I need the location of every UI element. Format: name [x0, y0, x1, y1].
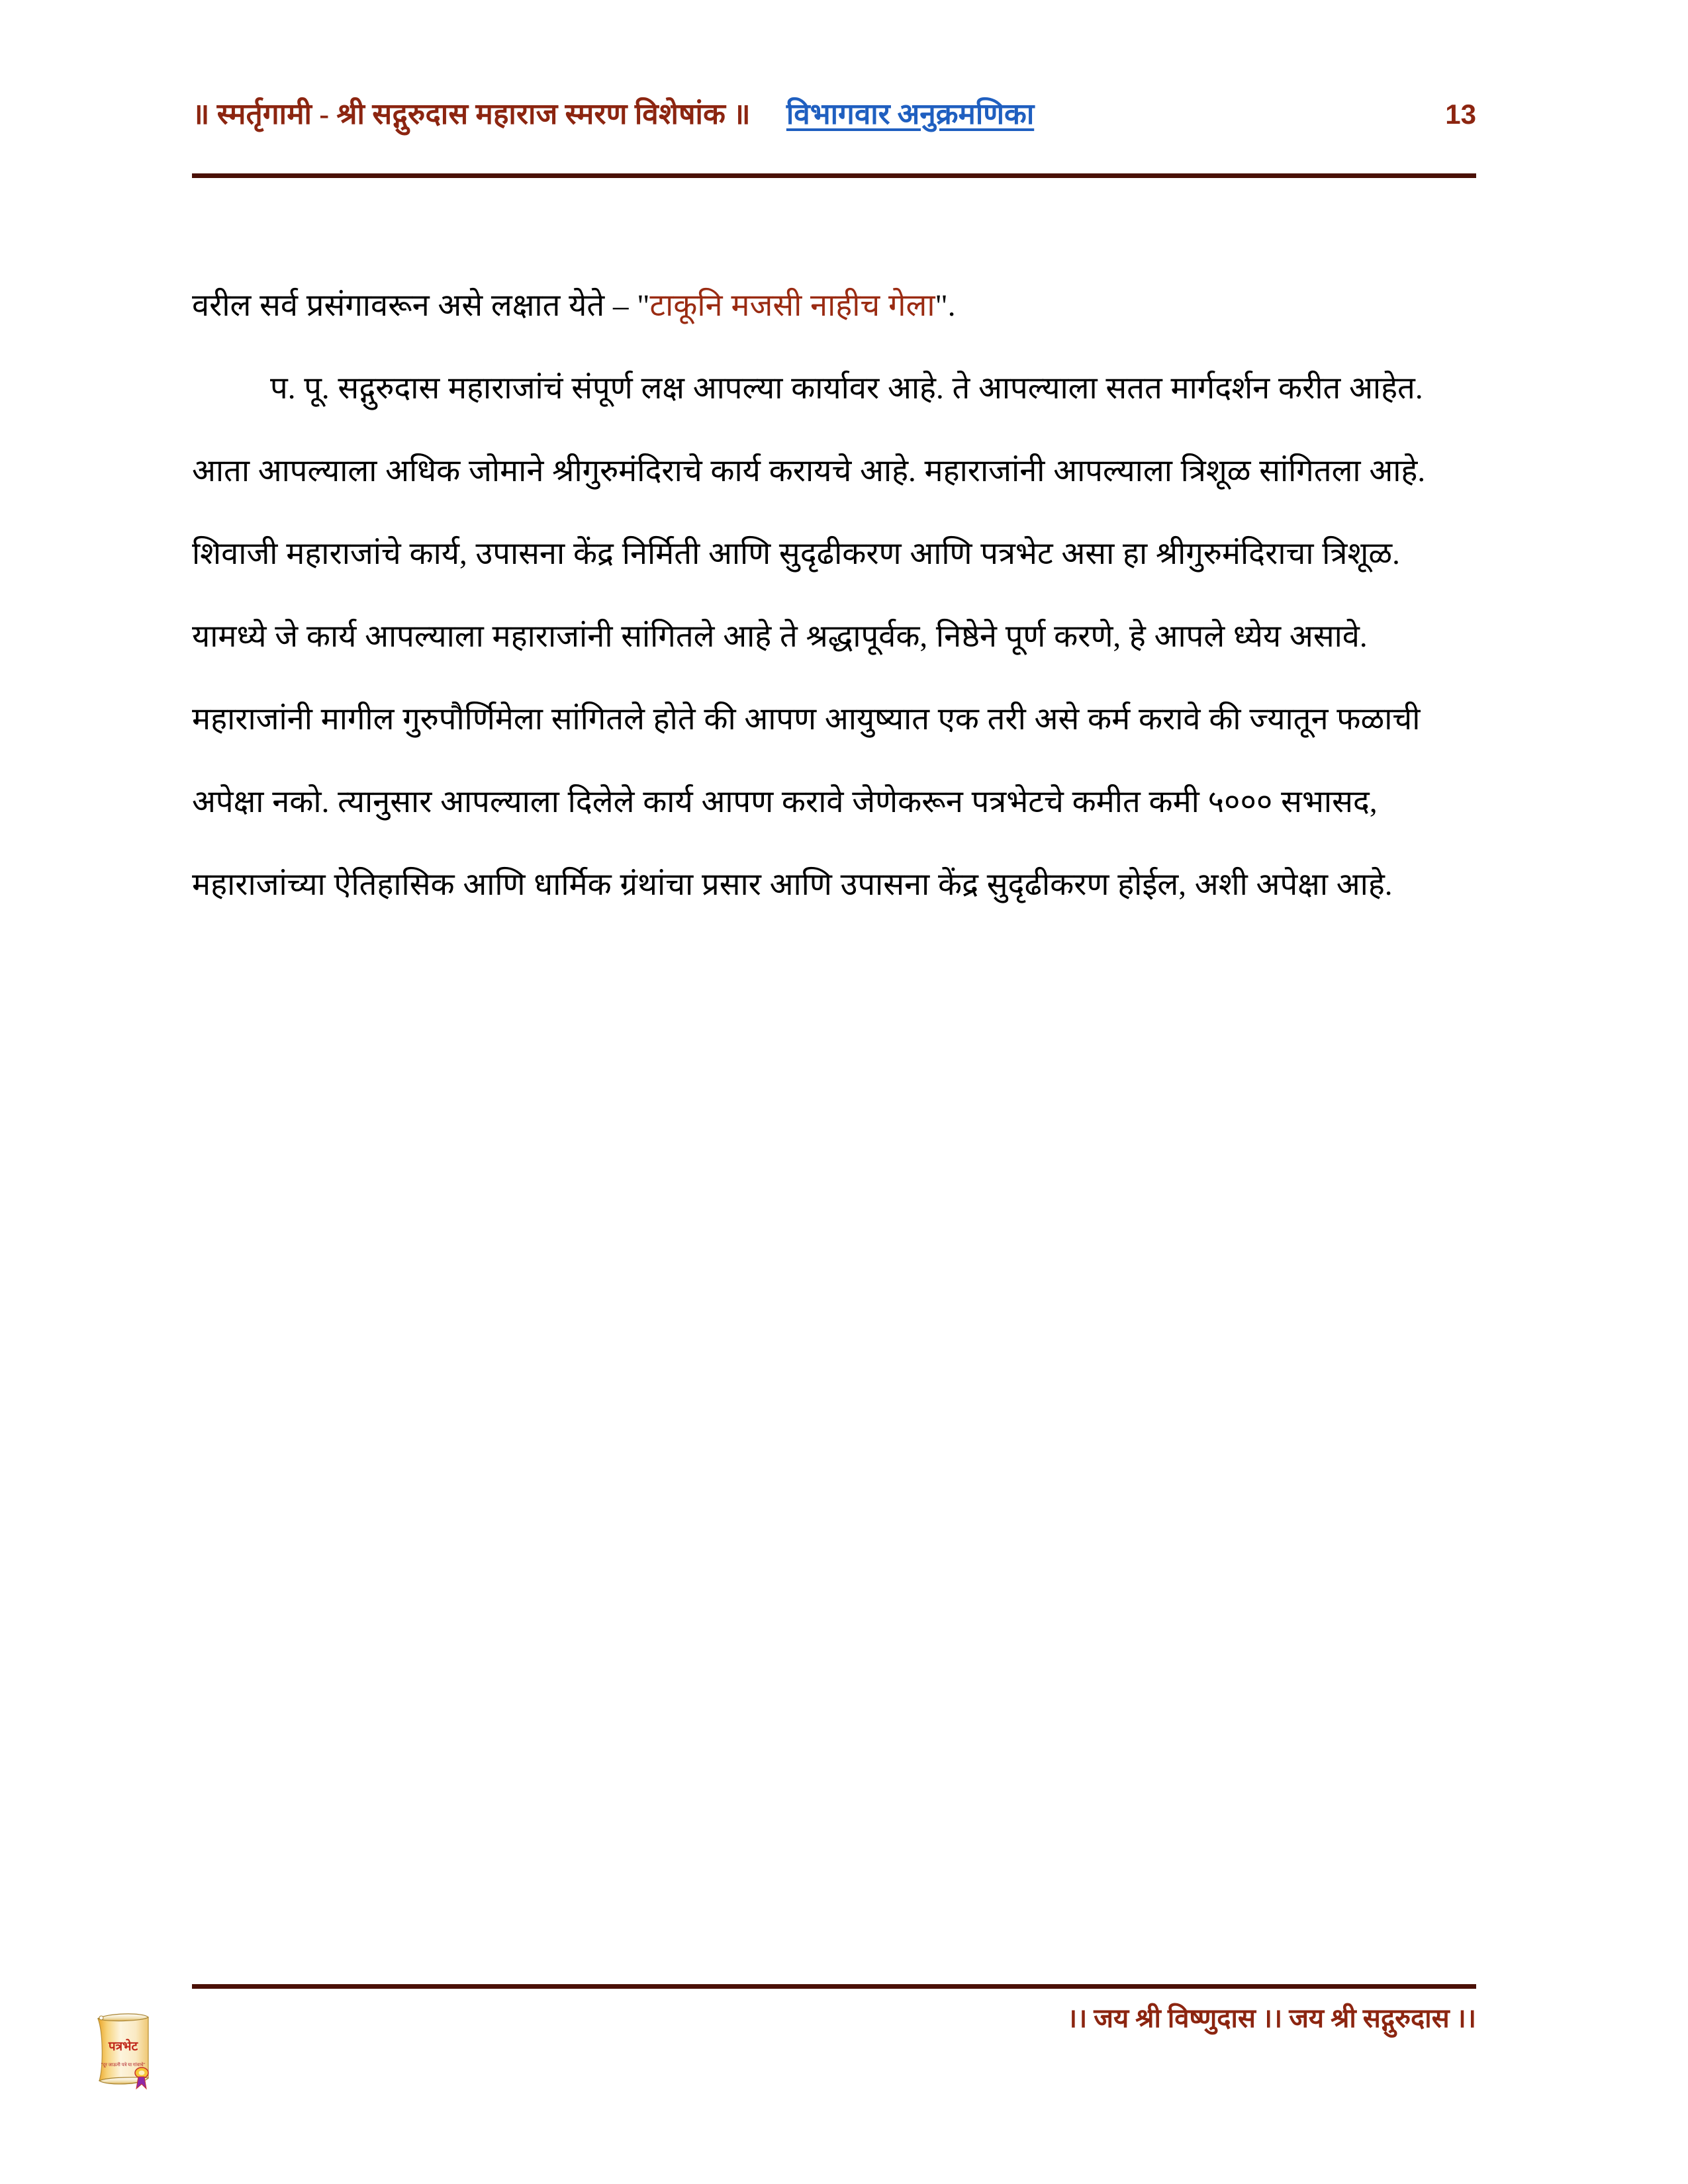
- paragraph-1-quote: टाकूनि मजसी नाहीच गेला: [649, 289, 935, 323]
- footer-divider: [192, 1984, 1476, 1989]
- paragraph-1: [192, 265, 1476, 347]
- paragraph-1-lead: वरील सर्व प्रसंगावरून असे लक्षात येते – ": [192, 289, 650, 323]
- footer-blessing: ।। जय श्री विष्णुदास ।। जय श्री सद्गुरुदास ।।: [1066, 2003, 1476, 2033]
- header-title: ॥ स्मर्तृगामी - श्री सद्गुरुदास महाराज स्मरण विशेषांक ॥: [192, 98, 751, 130]
- page-header: [192, 93, 1476, 185]
- index-link[interactable]: विभागवार अनुक्रमणिका: [786, 98, 1035, 130]
- svg-text:"दूर जाऊनी पत्रे या गांवाचे": "दूर जाऊनी पत्रे या गांवाचे": [101, 2062, 146, 2068]
- svg-text:पत्रभेट: पत्रभेट: [108, 2040, 138, 2054]
- patrabhet-logo-icon: [83, 2004, 160, 2090]
- paragraph-1-tail: ".: [935, 289, 956, 323]
- paragraph-2: प. पू. सद्गुरुदास महाराजांचं संपूर्ण लक्ष आपल्या कार्यावर आहे. ते आपल्याला सतत मार्गदर्शन करीत आहेत. आता आपल्याला अधिक जोमाने श्रीगुरुमंदिराचे कार्य करायचे आहे. महाराजांनी आपल्याला त्रिशूळ सांगितला आहे. शिवाजी महाराजांचे कार्य, उपासना केंद्र निर्मिती आणि सुदृढीकरण आणि पत्रभेट असा हा श्रीगुरुमंदिराचा त्रिशूळ. यामध्ये जे कार्य आपल्याला महाराजांनी सांगितले आहे ते श्रद्धापूर्वक, निष्ठेने पूर्ण करणे, हे आपले ध्येय असावे. महाराजांनी मागील गुरुपौर्णिमेला सांगितले होते की आपण आयुष्यात एक तरी असे कर्म करावे की ज्यातून फळाची अपेक्षा नको. त्यानुसार आपल्याला दिलेले कार्य आपण करावे जेणेकरून पत्रभेटचे कमीत कमी ५००० सभासद, महाराजांच्या ऐतिहासिक आणि धार्मिक ग्रंथांचा प्रसार आणि उपासना केंद्र सुदृढीकरण होईल, अशी अपेक्षा आहे.: [192, 371, 1426, 902]
- page-content: [192, 265, 1476, 927]
- page-number: 13: [1445, 99, 1476, 130]
- header-row: [192, 93, 1476, 159]
- header-divider: [192, 173, 1476, 178]
